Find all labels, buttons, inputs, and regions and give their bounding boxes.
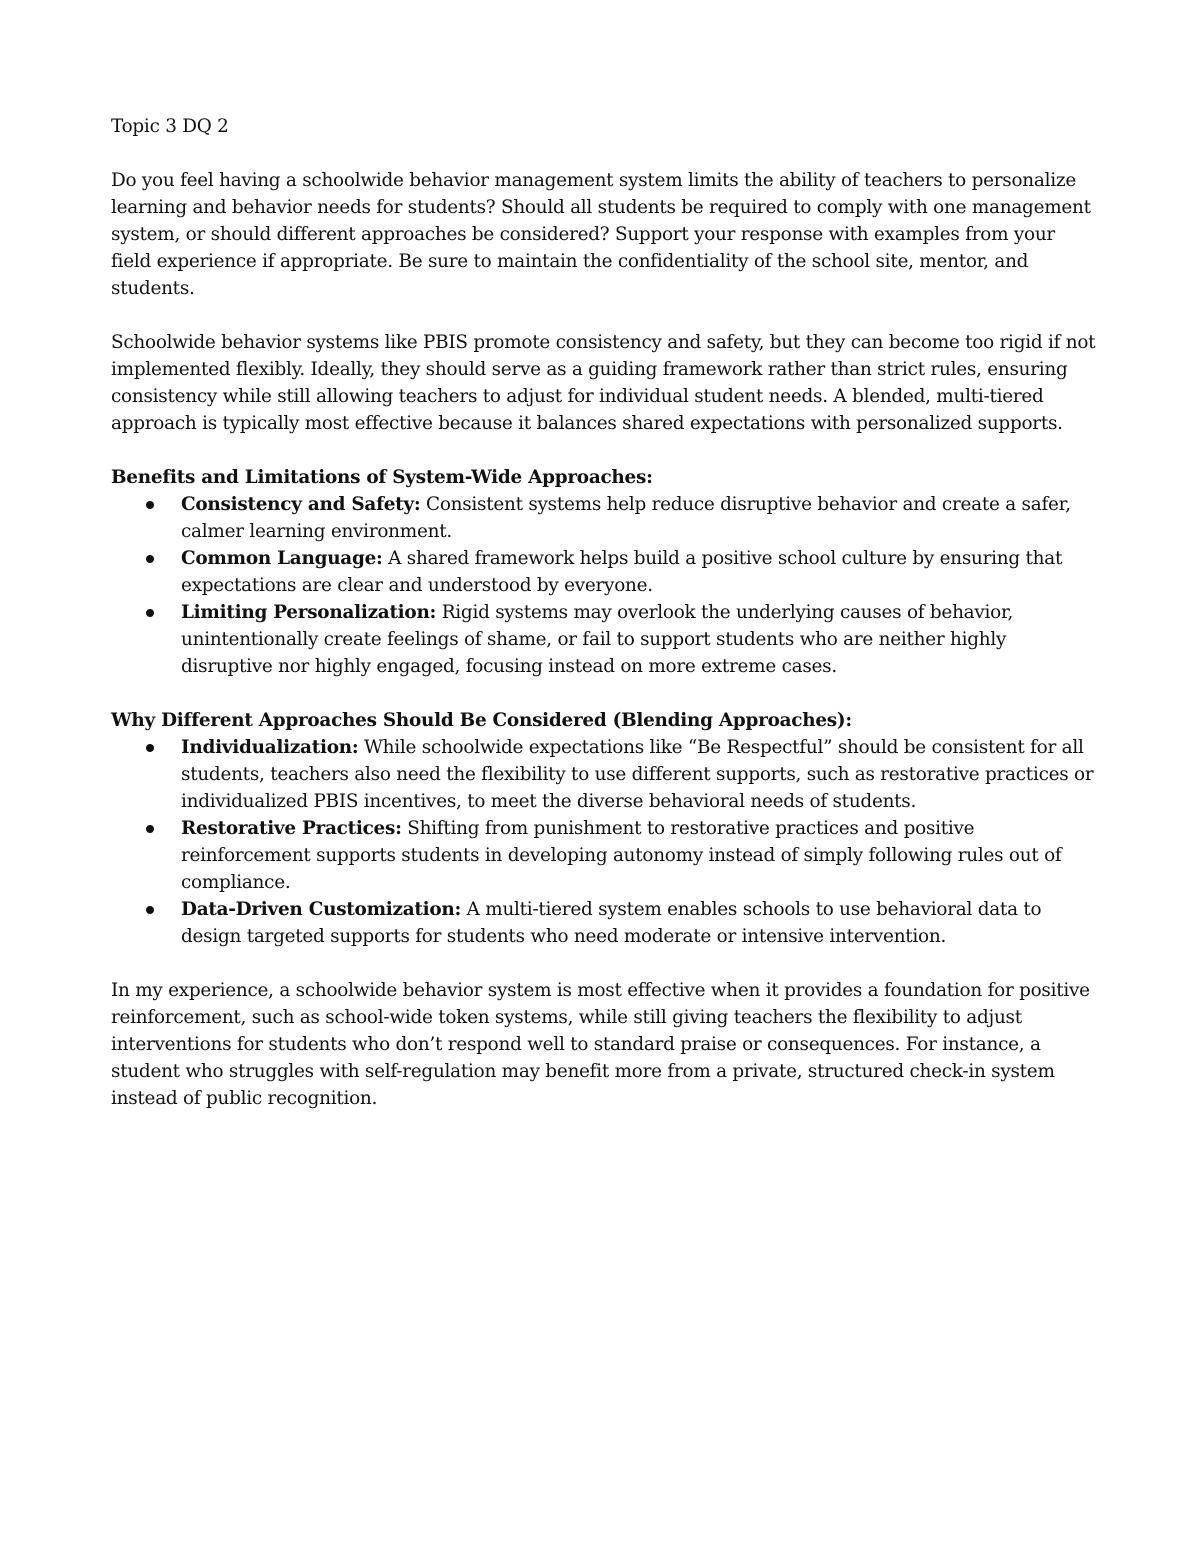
list-item <box>111 734 1096 815</box>
document-page <box>111 113 1096 1139</box>
list-item-text: A shared framework helps build a positive school culture by ensuring that expectations are clear and understood by everyone. <box>181 548 1063 596</box>
list-item-term: Common Language: <box>181 548 383 569</box>
list-item-text: A multi-tiered system enables schools to use behavioral data to design targeted supports for students who need moderate or intensive intervention. <box>181 899 1042 947</box>
bullet-icon <box>146 744 154 752</box>
list-item-text: Shifting from punishment to restorative practices and positive reinforcement supports students in developing autonomy instead of simply following rules out of compliance. <box>181 818 1062 893</box>
bullet-icon <box>146 501 154 509</box>
list-item <box>111 491 1096 545</box>
prompt-paragraph: Do you feel having a schoolwide behavior management system limits the ability of teachers to personalize learning and behavior needs for students? Should all students be required to comply with one management system, or should different approaches be considered? Support your response with examples from your field experience if appropriate. Be sure to maintain the confidentiality of the school site, mentor, and students. <box>111 170 1091 299</box>
section-heading-approaches: Why Different Approaches Should Be Considered (Blending Approaches): <box>111 710 852 731</box>
approaches-list <box>111 734 1096 950</box>
list-item-term: Consistency and Safety: <box>181 494 421 515</box>
bullet-icon <box>146 609 154 617</box>
list-item <box>111 545 1096 599</box>
conclusion-paragraph: In my experience, a schoolwide behavior system is most effective when it provides a foundation for positive reinforcement, such as school-wide token systems, while still giving teachers the flexibility to adjust interventions for students who don’t respond well to standard praise or consequences. For instance, a student who struggles with self-regulation may benefit more from a private, structured check-in system instead of public recognition. <box>111 980 1090 1109</box>
list-item-term: Individualization: <box>181 737 359 758</box>
list-item-term: Restorative Practices: <box>181 818 402 839</box>
section-heading-benefits: Benefits and Limitations of System-Wide Approaches: <box>111 467 653 488</box>
list-item-text: While schoolwide expectations like “Be Respectful” should be consistent for all students, teachers also need the flexibility to use different supports, such as restorative practices or individualized PBIS incentives, to meet the diverse behavioral needs of students. <box>181 737 1094 812</box>
list-item-text: Rigid systems may overlook the underlying causes of behavior, unintentionally create feelings of shame, or fail to support students who are neither highly disruptive nor highly engaged, focusing instead on more extreme cases. <box>181 602 1014 677</box>
list-item-text: Consistent systems help reduce disruptive behavior and create a safer, calmer learning environment. <box>181 494 1071 542</box>
intro-paragraph: Schoolwide behavior systems like PBIS promote consistency and safety, but they can become too rigid if not implemented flexibly. Ideally, they should serve as a guiding framework rather than strict rules, ensuring consistency while still allowing teachers to adjust for individual student needs. A blended, multi-tiered approach is typically most effective because it balances shared expectations with personalized supports. <box>111 332 1096 434</box>
document-title: Topic 3 DQ 2 <box>111 116 229 137</box>
list-item-term: Limiting Personalization: <box>181 602 437 623</box>
list-item <box>111 815 1096 896</box>
list-item <box>111 599 1096 680</box>
bullet-icon <box>146 555 154 563</box>
benefits-list <box>111 491 1096 680</box>
bullet-icon <box>146 825 154 833</box>
list-item-term: Data-Driven Customization: <box>181 899 462 920</box>
list-item <box>111 896 1096 950</box>
bullet-icon <box>146 906 154 914</box>
